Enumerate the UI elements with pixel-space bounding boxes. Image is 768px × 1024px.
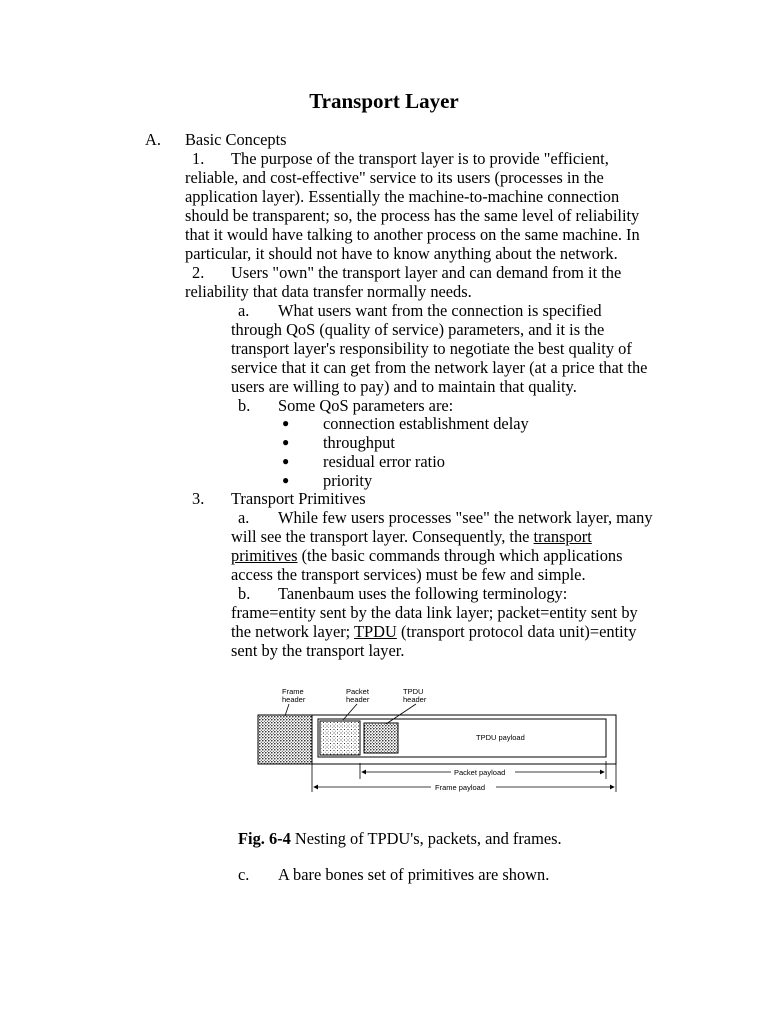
item-1-line: application layer). Essentially the machine-to-machine connection (185, 187, 620, 206)
item-3b-line: sent by the transport layer. (231, 641, 405, 660)
item-1-line: that it would have talking to another process on the same machine. In (185, 225, 640, 244)
frame-payload-label: Frame payload (435, 783, 486, 792)
qos-bullet-item: priority (323, 471, 373, 490)
item-2b-text: Some QoS parameters are: (278, 396, 454, 415)
item-2a-line: users are willing to pay) and to maintain that quality. (231, 377, 577, 396)
item-2a-line: through QoS (quality of service) parameters, and it is the (231, 320, 605, 339)
item-3a-line-3 (231, 546, 622, 565)
item-2a-line: transport layer's responsibility to negotiate the best quality of (231, 339, 632, 358)
bullet-dot: ● (282, 435, 290, 449)
packet-outline (318, 719, 606, 757)
item-2-line: reliability that data transfer normally needs. (185, 282, 472, 301)
qos-bullet-item: throughput (323, 433, 395, 452)
item-3c-text: A bare bones set of primitives are shown. (278, 865, 550, 884)
packet-header-label-2: header (346, 695, 370, 704)
tpdu-header-label-1: TPDU (403, 687, 424, 696)
item-2a-marker: a. (238, 301, 250, 320)
section-a-heading: Basic Concepts (185, 130, 287, 149)
frame-header-label-2: header (282, 695, 306, 704)
item-2a-line: What users want from the connection is specified (278, 301, 602, 320)
item-3a-line-3-text: (the basic commands through which applications (297, 546, 623, 565)
item-3a-line: access the transport services) must be few and simple. (231, 565, 586, 584)
item-3b-line: Tanenbaum uses the following terminology: (278, 584, 568, 603)
item-3b-line: frame=entity sent by the data link layer; packet=entity sent by (231, 603, 638, 622)
item-3-heading: Transport Primitives (231, 489, 366, 508)
item-1-marker: 1. (192, 149, 205, 168)
item-3b-line-3 (231, 622, 636, 641)
section-a-marker: A. (145, 130, 161, 149)
item-3c-marker: c. (238, 865, 250, 884)
packet-header-box (320, 721, 360, 755)
frame-header-box (258, 715, 312, 764)
item-3b-line-3-text: the network layer; (231, 622, 355, 641)
item-3b-line-3-text-end: (transport protocol data unit)=entity (396, 622, 637, 641)
bullet-dot: ● (282, 454, 290, 468)
item-3-marker: 3. (192, 489, 205, 508)
tpdu-header-label-2: header (403, 695, 427, 704)
item-3a-line: While few users processes "see" the network layer, many (278, 508, 653, 527)
item-2-marker: 2. (192, 263, 205, 282)
underlined-term-tpdu: TPDU (354, 622, 397, 641)
bullet-dot: ● (282, 416, 290, 430)
page-title: Transport Layer (309, 89, 459, 113)
underlined-term-primitives: primitives (231, 546, 298, 565)
item-1-line: reliable, and cost-effective" service to its users (processes in the (185, 168, 604, 187)
item-2b-marker: b. (238, 396, 251, 415)
frame-header-leader (285, 704, 289, 716)
tpdu-payload-label: TPDU payload (476, 733, 525, 742)
qos-bullet-item: connection establishment delay (323, 414, 529, 433)
figure-caption-text: Nesting of TPDU's, packets, and frames. (290, 829, 562, 848)
item-3a-marker: a. (238, 508, 250, 527)
figure-caption-label: Fig. 6-4 (238, 829, 291, 848)
frame-header-label-1: Frame (282, 687, 304, 696)
packet-header-label-1: Packet (346, 687, 369, 696)
item-1-line: The purpose of the transport layer is to provide "efficient, (231, 149, 609, 168)
figure-caption (238, 829, 562, 848)
item-2a-line: service that it can get from the network layer (at a price that the (231, 358, 648, 377)
nesting-figure (256, 683, 618, 795)
item-3b-marker: b. (238, 584, 251, 603)
bullet-dot: ● (282, 473, 290, 487)
item-1-line: particular, it should not have to know anything about the network. (185, 244, 618, 263)
item-2-line: Users "own" the transport layer and can demand from it the (231, 263, 622, 282)
tpdu-header-box (364, 723, 398, 753)
item-1-line: should be transparent; so, the process has the same level of reliability (185, 206, 640, 225)
packet-payload-label: Packet payload (454, 768, 506, 777)
underlined-term-transport: transport (533, 527, 592, 546)
item-3a-line-2 (231, 527, 592, 546)
qos-bullet-item: residual error ratio (323, 452, 445, 471)
item-3a-line-2-text: will see the transport layer. Consequently, the (231, 527, 534, 546)
